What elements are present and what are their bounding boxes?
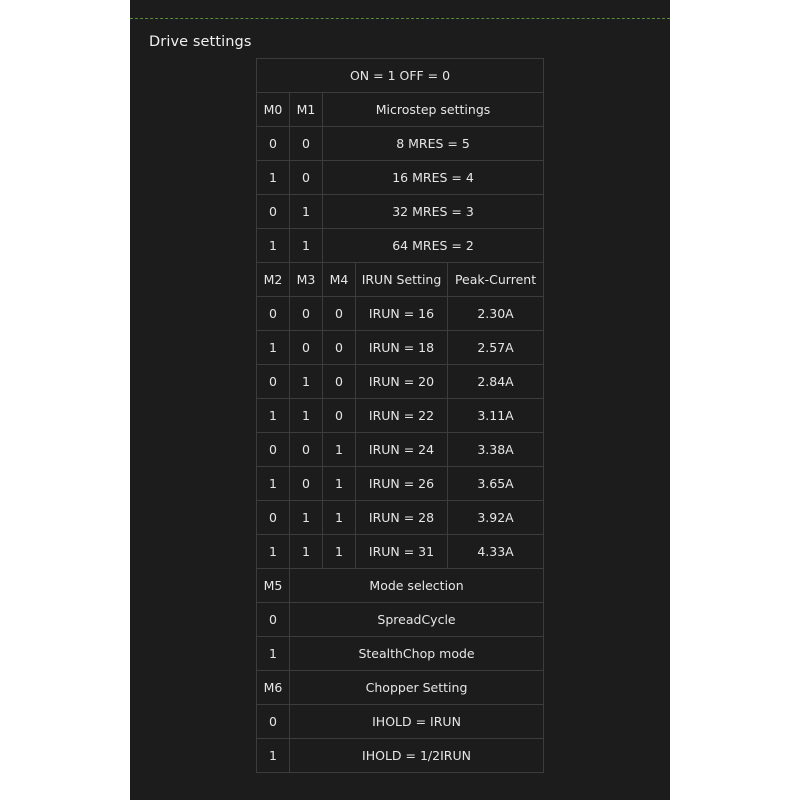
table-row [257, 739, 544, 773]
m4-cell: 0 [323, 399, 356, 433]
mode-value-cell: StealthChop mode [290, 637, 544, 671]
peak-current-cell: 3.92A [448, 501, 544, 535]
table-row [257, 297, 544, 331]
m6-cell: 1 [257, 739, 290, 773]
m2-cell: 0 [257, 297, 290, 331]
peak-current-cell: 4.33A [448, 535, 544, 569]
header-m0: M0 [257, 93, 290, 127]
irun-cell: IRUN = 20 [356, 365, 448, 399]
irun-cell: IRUN = 26 [356, 467, 448, 501]
m3-cell: 1 [290, 365, 323, 399]
m1-cell: 1 [290, 195, 323, 229]
m5-cell: 1 [257, 637, 290, 671]
peak-current-cell: 3.65A [448, 467, 544, 501]
m4-cell: 0 [323, 365, 356, 399]
header-microstep-settings: Microstep settings [323, 93, 544, 127]
m2-cell: 1 [257, 467, 290, 501]
section-heading: Drive settings [149, 34, 252, 50]
legend-cell: ON = 1 OFF = 0 [257, 59, 544, 93]
header-m6: M6 [257, 671, 290, 705]
table-row [257, 399, 544, 433]
m3-cell: 0 [290, 433, 323, 467]
m3-cell: 0 [290, 331, 323, 365]
content-panel [130, 0, 670, 800]
peak-current-cell: 2.30A [448, 297, 544, 331]
m3-cell: 0 [290, 297, 323, 331]
m6-cell: 0 [257, 705, 290, 739]
m3-cell: 1 [290, 535, 323, 569]
table-row [257, 603, 544, 637]
header-mode-selection: Mode selection [290, 569, 544, 603]
header-m3: M3 [290, 263, 323, 297]
table-row [257, 229, 544, 263]
header-m2: M2 [257, 263, 290, 297]
table-row [257, 501, 544, 535]
m4-cell: 0 [323, 297, 356, 331]
mode-header-row [257, 569, 544, 603]
m2-cell: 1 [257, 535, 290, 569]
m0-cell: 0 [257, 127, 290, 161]
table-row [257, 365, 544, 399]
header-m1: M1 [290, 93, 323, 127]
header-m5: M5 [257, 569, 290, 603]
m4-cell: 1 [323, 433, 356, 467]
current-header-row [257, 263, 544, 297]
mode-value-cell: SpreadCycle [290, 603, 544, 637]
m2-cell: 1 [257, 399, 290, 433]
m4-cell: 1 [323, 501, 356, 535]
header-irun-setting: IRUN Setting [356, 263, 448, 297]
chopper-value-cell: IHOLD = 1/2IRUN [290, 739, 544, 773]
m2-cell: 0 [257, 501, 290, 535]
irun-cell: IRUN = 24 [356, 433, 448, 467]
header-peak-current: Peak-Current [448, 263, 544, 297]
chopper-value-cell: IHOLD = IRUN [290, 705, 544, 739]
table-row [257, 535, 544, 569]
peak-current-cell: 3.38A [448, 433, 544, 467]
irun-cell: IRUN = 28 [356, 501, 448, 535]
table-row [257, 705, 544, 739]
m2-cell: 0 [257, 365, 290, 399]
microstep-value-cell: 8 MRES = 5 [323, 127, 544, 161]
table-row [257, 195, 544, 229]
table-row [257, 127, 544, 161]
table-row [257, 331, 544, 365]
header-m4: M4 [323, 263, 356, 297]
m0-cell: 0 [257, 195, 290, 229]
m3-cell: 1 [290, 399, 323, 433]
m4-cell: 0 [323, 331, 356, 365]
chopper-header-row [257, 671, 544, 705]
m3-cell: 0 [290, 467, 323, 501]
m0-cell: 1 [257, 229, 290, 263]
peak-current-cell: 3.11A [448, 399, 544, 433]
table-row [257, 637, 544, 671]
m2-cell: 1 [257, 331, 290, 365]
irun-cell: IRUN = 31 [356, 535, 448, 569]
peak-current-cell: 2.57A [448, 331, 544, 365]
header-chopper-setting: Chopper Setting [290, 671, 544, 705]
microstep-value-cell: 32 MRES = 3 [323, 195, 544, 229]
microstep-header-row [257, 93, 544, 127]
peak-current-cell: 2.84A [448, 365, 544, 399]
microstep-value-cell: 64 MRES = 2 [323, 229, 544, 263]
microstep-value-cell: 16 MRES = 4 [323, 161, 544, 195]
legend-row [257, 59, 544, 93]
irun-cell: IRUN = 18 [356, 331, 448, 365]
section-divider [130, 18, 670, 19]
m4-cell: 1 [323, 467, 356, 501]
m5-cell: 0 [257, 603, 290, 637]
table-row [257, 161, 544, 195]
m2-cell: 0 [257, 433, 290, 467]
m1-cell: 0 [290, 161, 323, 195]
m4-cell: 1 [323, 535, 356, 569]
table-row [257, 467, 544, 501]
m0-cell: 1 [257, 161, 290, 195]
drive-settings-table [256, 58, 544, 773]
irun-cell: IRUN = 16 [356, 297, 448, 331]
m1-cell: 0 [290, 127, 323, 161]
table-row [257, 433, 544, 467]
m3-cell: 1 [290, 501, 323, 535]
irun-cell: IRUN = 22 [356, 399, 448, 433]
m1-cell: 1 [290, 229, 323, 263]
